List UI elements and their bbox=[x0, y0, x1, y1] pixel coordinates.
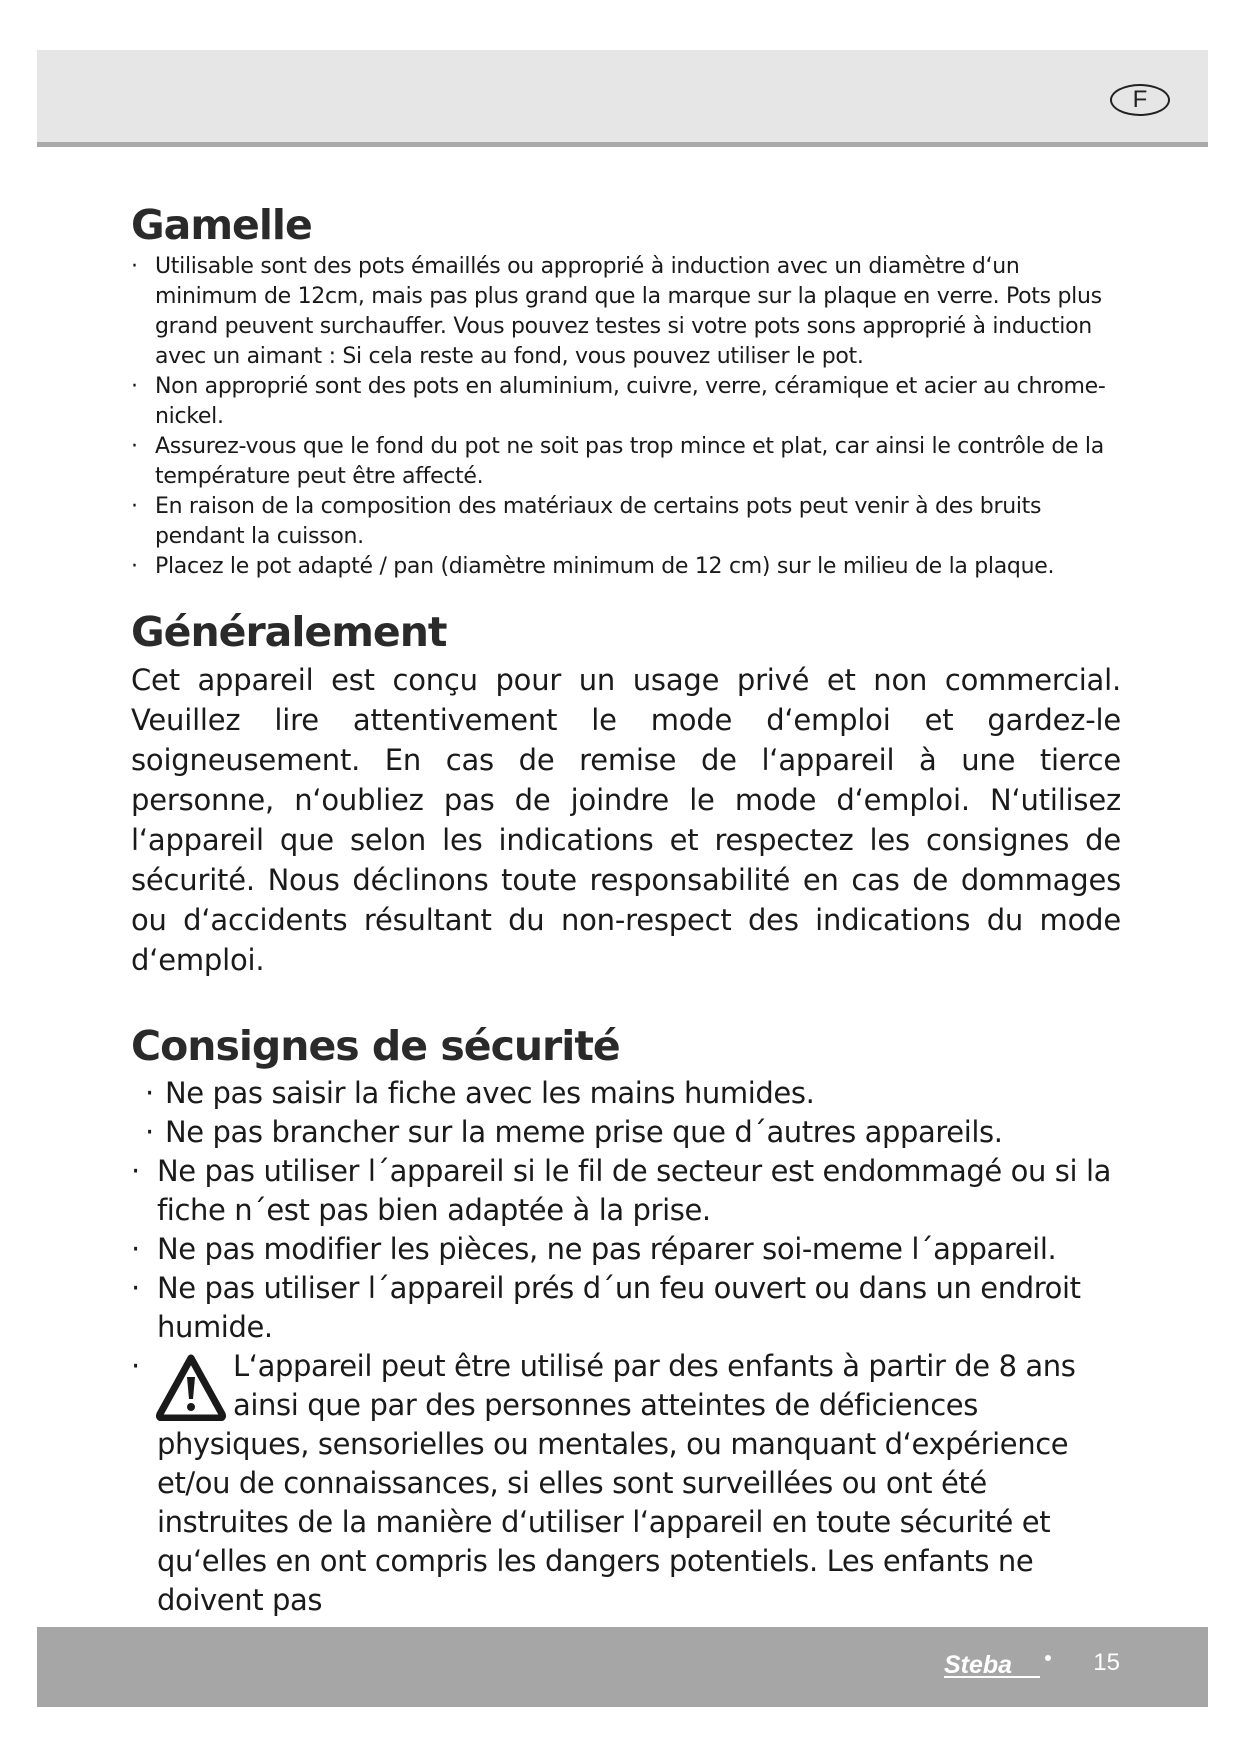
list-item: · Ne pas modifier les pièces, ne pas réparer soi-meme l´appareil. bbox=[131, 1230, 1121, 1269]
page-content bbox=[131, 198, 1121, 1620]
section-title-securite: Consignes de sécurité bbox=[131, 1022, 620, 1070]
warning-triangle-icon bbox=[155, 1353, 227, 1421]
list-item: · Utilisable sont des pots émaillés ou approprié à induction avec un diamètre d‘un minimum de 12cm, mais pas plus grand que la marque sur la plaque en verre. Pots plus grand peuvent surchauffer. Vous pouvez testes si votre pots sons approprié à induction avec un aimant : Si cela reste au fond, vous pouvez utiliser le pot. bbox=[131, 252, 1121, 372]
steba-logo bbox=[942, 1651, 1060, 1681]
section-title-generalement: Généralement bbox=[131, 608, 447, 656]
generalement-paragraph: Cet appareil est conçu pour un usage privé et non commercial. Veuillez lire attentivement le mode d‘emploi et gardez-le soigneusement. En cas de remise de l‘appareil à une tierce personne, n‘oubliez pas de joindre le mode d‘emploi. N‘utilisez l‘appareil que selon les indications et respectez les consignes de sécurité. Nous déclinons toute responsabilité en cas de dommages ou d‘accidents résultant du non-respect des indications du mode d‘emploi. bbox=[131, 663, 1121, 977]
section-securite bbox=[131, 1018, 1121, 1620]
list-item: · Placez le pot adapté / pan (diamètre minimum de 12 cm) sur le milieu de la plaque. bbox=[131, 552, 1121, 582]
list-item: · Ne pas saisir la fiche avec les mains humides. bbox=[131, 1074, 1121, 1113]
warning-text: L‘appareil peut être utilisé par des enfants à partir de 8 ans ainsi que par des personnes atteintes de déficiences physiques, sensorielles ou mentales, ou manquant d‘expérience et/ou de connaissances, si elles sont surveillées ou ont été instruites de la manière d‘utiliser l‘appareil en toute sécurité et qu‘elles en ont compris les dangers potentiels. Les enfants ne doivent pas bbox=[157, 1349, 1076, 1617]
section-gamelle bbox=[131, 198, 1121, 582]
gamelle-list bbox=[131, 252, 1121, 582]
language-badge: F bbox=[1110, 84, 1170, 116]
list-item: · Ne pas utiliser l´appareil si le fil de secteur est endommagé ou si la fiche n´est pas bien adaptée à la prise. bbox=[131, 1152, 1121, 1230]
securite-list bbox=[131, 1074, 1121, 1620]
brand-text: Steba bbox=[944, 1651, 1013, 1679]
section-title-gamelle: Gamelle bbox=[131, 201, 312, 249]
footer-band bbox=[37, 1627, 1208, 1707]
header-band bbox=[37, 50, 1208, 147]
section-generalement bbox=[131, 604, 1121, 980]
list-item-warning bbox=[131, 1347, 1121, 1620]
page-number: 15 bbox=[1093, 1649, 1120, 1676]
list-item: · Non approprié sont des pots en aluminium, cuivre, verre, céramique et acier au chrome-nickel. bbox=[131, 372, 1121, 432]
list-item: · Assurez-vous que le fond du pot ne soit pas trop mince et plat, car ainsi le contrôle de la température peut être affecté. bbox=[131, 432, 1121, 492]
list-item: · Ne pas utiliser l´appareil prés d´un feu ouvert ou dans un endroit humide. bbox=[131, 1269, 1121, 1347]
list-item: · Ne pas brancher sur la meme prise que d´autres appareils. bbox=[131, 1113, 1121, 1152]
list-item: · En raison de la composition des matériaux de certains pots peut venir à des bruits pendant la cuisson. bbox=[131, 492, 1121, 552]
